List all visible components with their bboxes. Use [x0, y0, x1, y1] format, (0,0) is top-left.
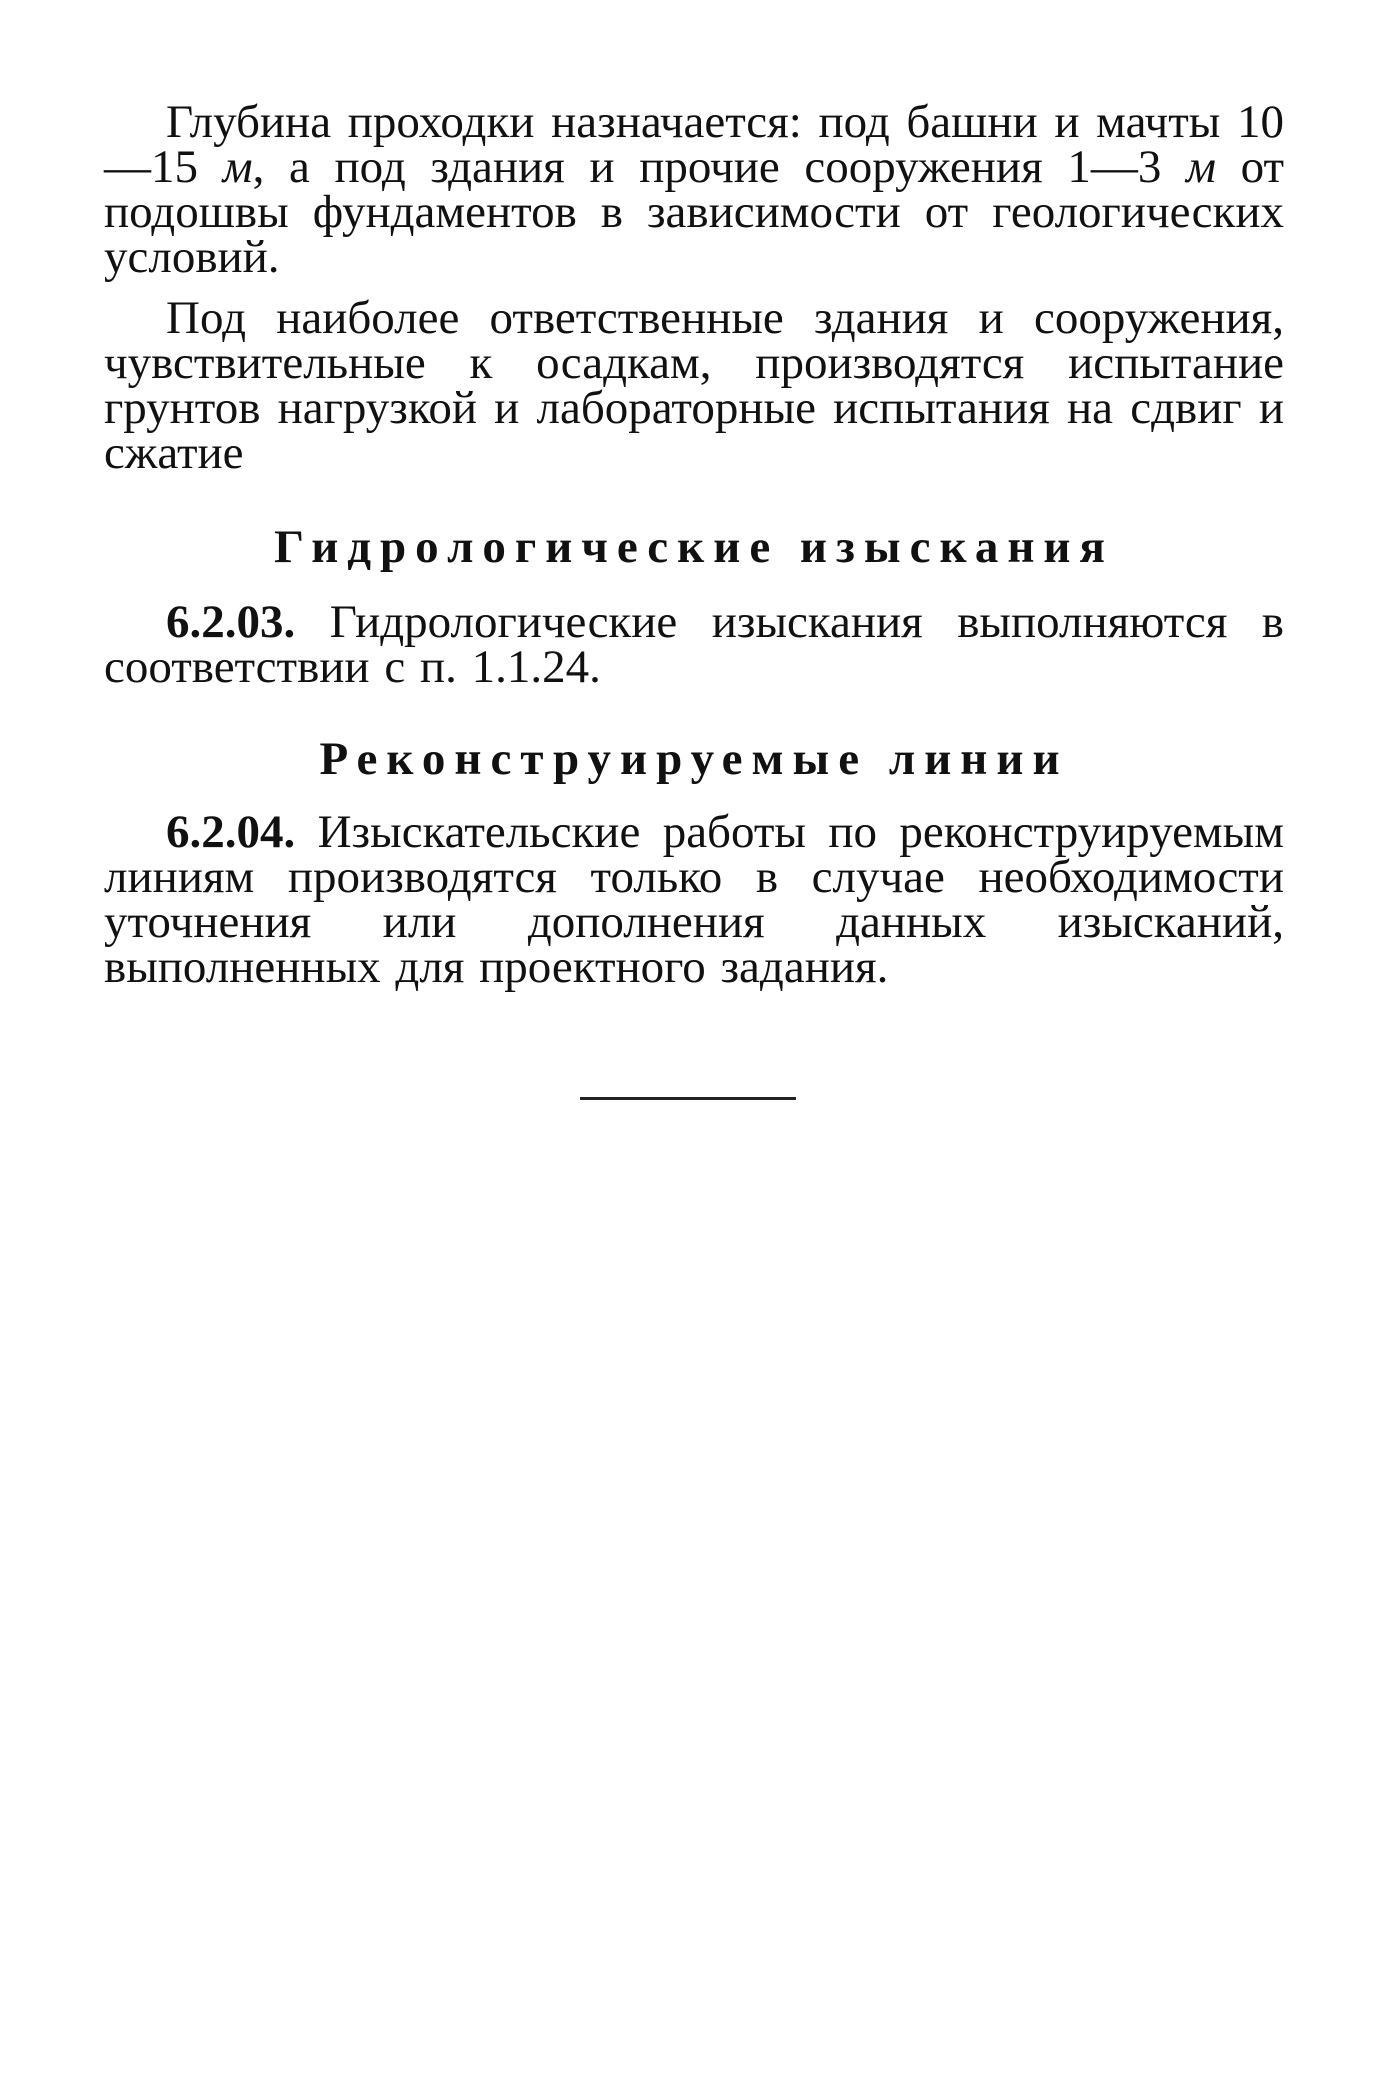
paragraph-depth-text-3: от подошвы фундаментов в зависимости от геологических условий.: [104, 141, 1285, 283]
clause-6-2-04: [104, 806, 1284, 993]
paragraph-depth-text-2: , а под здания и прочие сооружения 1—3: [252, 141, 1186, 193]
clause-text: Изыскательские работы по реконструируемым линиям производятся только в случае необходимости уточнения или дополнения данных изысканий, выполненных для проектного задания.: [104, 806, 1284, 993]
paragraph-testing-text: Под наиболее ответственные здания и сооружения, чувствительные к осадкам, производятся испытание грунтов нагрузкой и лабораторные испытания на сдвиг и сжатие: [104, 292, 1284, 479]
section-heading-hydrology: Гидрологические изыскания: [274, 521, 1114, 573]
clause-6-2-03: [104, 596, 1284, 693]
paragraph-depth: [104, 96, 1285, 283]
end-divider: [580, 1097, 796, 1100]
unit-meters: м: [1185, 141, 1216, 193]
unit-meters: м: [222, 141, 253, 193]
clause-number: 6.2.03.: [166, 596, 296, 648]
paragraph-depth-text-1: Глубина проходки назначается: под башни и мачты 10—15: [104, 96, 1284, 193]
document-page: [104, 96, 1285, 1004]
clause-number: 6.2.04.: [166, 806, 296, 858]
section-heading-reconstructed-lines: Реконструируемые линии: [319, 733, 1069, 785]
paragraph-testing: [104, 292, 1284, 479]
clause-text: Гидрологические изыскания выполняются в соответствии с п. 1.1.24.: [104, 596, 1284, 693]
